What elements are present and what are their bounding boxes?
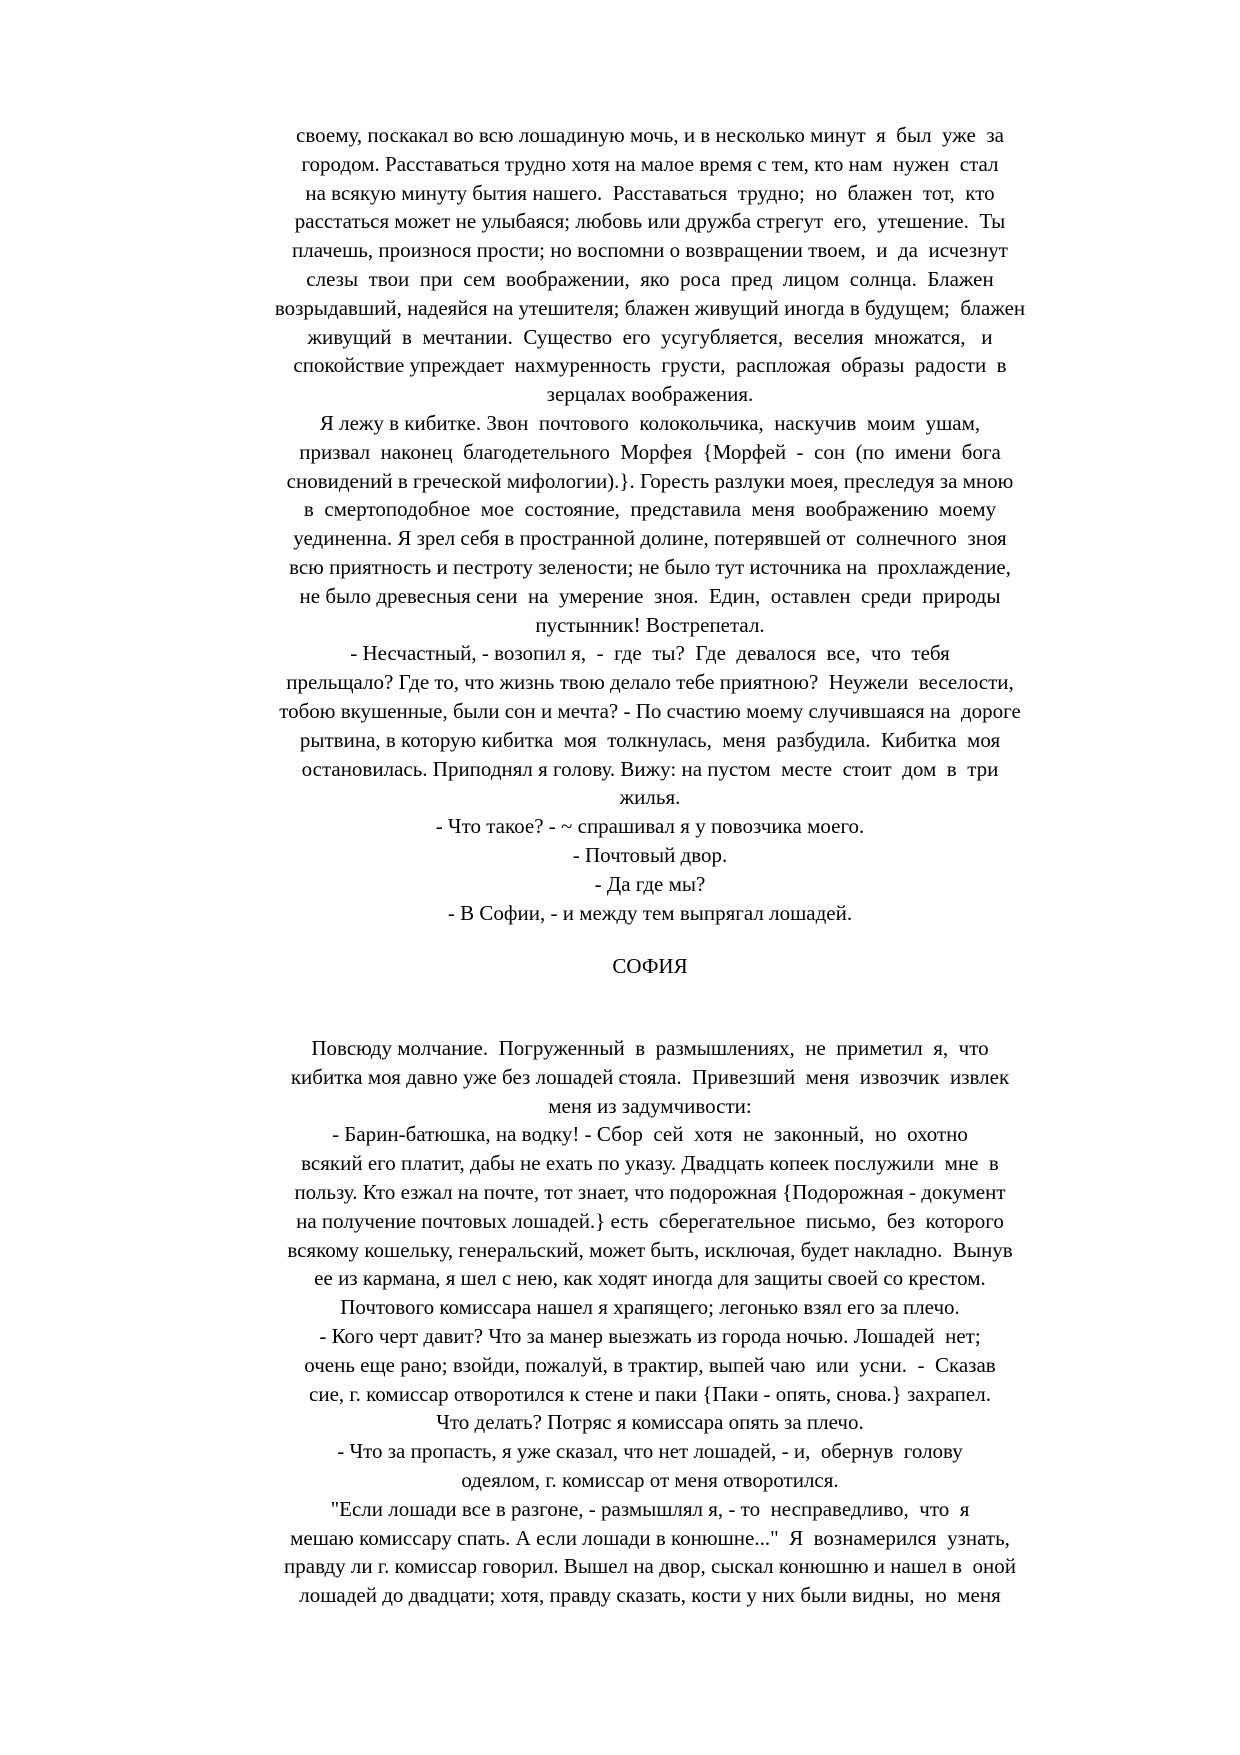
text-line: призвал наконец благодетельного Морфея {Морфей - сон (по имени бога <box>299 439 1001 464</box>
text-line: - В Софии, - и между тем выпрягал лошадей. <box>447 900 853 925</box>
text-line: слезы твои при сем воображении, яко роса пред лицом солнца. Блажен <box>306 266 994 291</box>
text-line: плачешь, произнося прости; но воспомни о возвращении твоем, и да исчезнут <box>292 238 1008 263</box>
text-line: одеялом, г. комиссар от меня отворотился. <box>461 1467 839 1492</box>
text-line: пустынник! Вострепетал. <box>535 612 765 637</box>
text-line: пользу. Кто езжал на почте, тот знает, что подорожная {Подорожная - документ <box>294 1179 1006 1204</box>
text-line: всякому кошельку, генеральский, может быть, исключая, будет накладно. Вынув <box>287 1237 1013 1262</box>
text-line: уединенна. Я зрел себя в пространной долине, потерявшей от солнечного зноя <box>293 526 1007 551</box>
text-line: городом. Расставаться трудно хотя на малое время с тем, кто нам нужен стал <box>301 151 999 176</box>
text-line: Повсюду молчание. Погруженный в размышлениях, не приметил я, что <box>311 1036 989 1060</box>
text-line: - Несчастный, - возопил я, - где ты? Где девалося все, что тебя <box>350 641 950 666</box>
text-line: возрыдавший, надеяйся на утешителя; блажен живущий иногда в будущем; блажен <box>274 295 1026 320</box>
text-line: Я лежу в кибитке. Звон почтового колокольчика, наскучив моим ушам, <box>319 410 981 435</box>
text-line: мешаю комиссару спать. А если лошади в конюшне..." Я вознамерился узнать, <box>290 1525 1010 1550</box>
text-line: зерцалах воображения. <box>546 382 754 407</box>
text-line: в смертоподобное мое состояние, представила меня воображению моему <box>303 497 997 522</box>
text-line: тобою вкушенные, были сон и мечта? - По счастию моему случившаяся на дороге <box>279 698 1021 723</box>
text-line: всю приятность и пестроту зелености; не было тут источника на прохлаждение, <box>289 554 1011 579</box>
text-line: на всякую минуту бытия нашего. Расставаться трудно; но блажен тот, кто <box>305 180 995 205</box>
text-line: - Барин-батюшка, на водку! - Сбор сей хотя не законный, но охотно <box>332 1122 968 1147</box>
text-line: "Если лошади все в разгоне, - размышлял я, - то несправедливо, что я <box>330 1496 970 1521</box>
text-line: Что делать? Потряс я комиссара опять за плечо. <box>436 1410 864 1435</box>
text-line: расстаться может не улыбаяся; любовь или дружба стрегут его, утешение. Ты <box>294 209 1006 234</box>
text-line: спокойствие упреждает нахмуренность грусти, распложая образы радости в <box>293 353 1007 378</box>
text-line: - Кого черт давит? Что за манер выезжать из города ночью. Лошадей нет; <box>319 1323 981 1348</box>
text-line: живущий в мечтании. Существо его усугубляется, веселия множатся, и <box>307 324 993 349</box>
text-line: не было древесныя сени на умерение зноя. Един, оставлен среди природы <box>299 583 1001 608</box>
text-line: меня из задумчивости: <box>548 1093 752 1118</box>
text-line: - Почтовый двор. <box>572 842 728 867</box>
text-line: рытвина, в которую кибитка моя толкнулась, меня разбудила. Кибитка моя <box>299 727 1001 752</box>
text-line: очень еще рано; взойди, пожалуй, в трактир, выпей чаю или усни. - Сказав <box>304 1352 996 1377</box>
text-line: - Да где мы? <box>594 871 706 896</box>
text-line: лошадей до двадцати; хотя, правду сказать, кости у них были видны, но меня <box>299 1583 1001 1608</box>
text-line: на получение почтовых лошадей.} есть сберегательное письмо, без которого <box>296 1208 1004 1233</box>
text-section-1 <box>205 121 1095 927</box>
text-line: правду ли г. комиссар говорил. Вышел на двор, сыскал конюшню и нашел в оной <box>284 1554 1016 1579</box>
text-section-2 <box>205 1034 1095 1610</box>
text-line: - Что за пропасть, я уже сказал, что нет лошадей, - и, обернув голову <box>337 1439 963 1464</box>
text-line: Почтового комиссара нашел я храпящего; легонько взял его за плечо. <box>340 1295 960 1320</box>
text-line: сие, г. комиссар отворотился к стене и паки {Паки - опять, снова.} захрапел. <box>309 1381 991 1406</box>
text-line: - Что такое? - ~ спрашивал я у повозчика моего. <box>435 814 865 839</box>
text-line: кибитка моя давно уже без лошадей стояла. Привезший меня извозчик извлек <box>290 1064 1010 1089</box>
text-line: жилья. <box>619 785 681 810</box>
text-line: ее из кармана, я шел с нею, как ходят иногда для защиты своей со крестом. <box>314 1266 986 1291</box>
text-line: сновидений в греческой мифологии).}. Горесть разлуки моея, преследуя за мною <box>286 468 1014 493</box>
text-line: своему, поскакал во всю лошадиную мочь, и в несколько минут я был уже за <box>296 123 1004 147</box>
text-line: прельщало? Где то, что жизнь твою делало тебе приятною? Неужели веселости, <box>286 670 1014 695</box>
chapter-heading: СОФИЯ <box>612 954 688 978</box>
text-line: остановилась. Приподнял я голову. Вижу: на пустом месте стоит дом в три <box>301 756 999 781</box>
text-line: всякий его платит, дабы не ехать по указу. Двадцать копеек послужили мне в <box>301 1151 999 1176</box>
